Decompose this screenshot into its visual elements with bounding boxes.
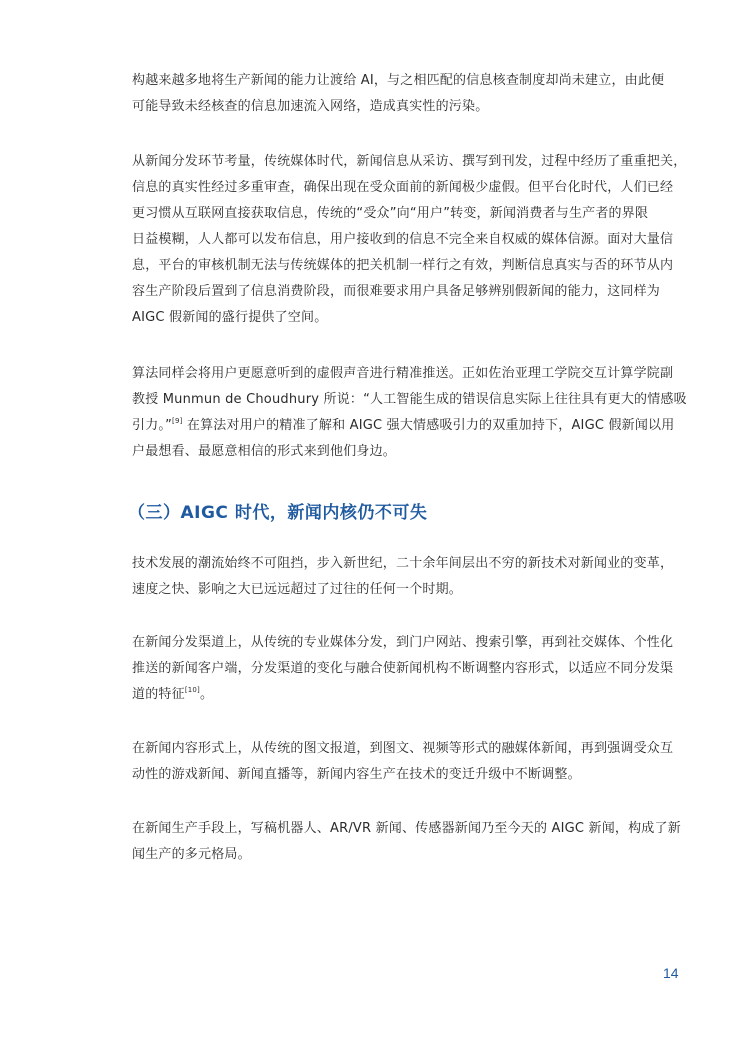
paragraph-line: 日益模糊，人人都可以发布信息，用户接收到的信息不完全来自权威的媒体信源。面对大量信 xyxy=(132,232,674,247)
paragraph-7 xyxy=(132,816,688,868)
paragraph-3 xyxy=(132,361,688,465)
paragraph-line: 在新闻分发渠道上，从传统的专业媒体分发，到门户网站、搜索引擎，再到社交媒体、个性化 xyxy=(132,635,674,650)
paragraph-line: 算法同样会将用户更愿意听到的虚假声音进行精准推送。正如佐治亚理工学院交互计算学院副 xyxy=(132,366,674,381)
paragraph-line: 在新闻生产手段上，写稿机器人、AR/VR 新闻、传感器新闻乃至今天的 AIGC 新闻，构成了新 xyxy=(132,821,681,836)
paragraph-4 xyxy=(132,551,688,603)
paragraph-6 xyxy=(132,736,688,788)
paragraph-line: 在新闻内容形式上，从传统的图文报道，到图文、视频等形式的融媒体新闻，再到强调受众互 xyxy=(132,741,674,756)
citation-reference: [9] xyxy=(172,417,183,425)
section-heading: （三）AIGC 时代，新闻内核仍不可失 xyxy=(128,503,428,523)
paragraph-line xyxy=(132,682,688,708)
paragraph-line: 更习惯从互联网直接获取信息，传统的“受众”向“用户”转变，新闻消费者与生产者的界限 xyxy=(132,206,649,221)
paragraph-5 xyxy=(132,630,688,708)
paragraph-line: 闻生产的多元格局。 xyxy=(132,847,251,862)
paragraph-line: 容生产阶段后置到了信息消费阶段，而很难要求用户具备足够辨别假新闻的能力，这同样为 xyxy=(132,284,661,299)
paragraph-text: 道的特征 xyxy=(132,687,185,702)
paragraph-line: AIGC 假新闻的盛行提供了空间。 xyxy=(132,310,328,325)
paragraph-text: 在算法对用户的精准了解和 AIGC 强大情感吸引力的双重加持下，AIGC 假新闻以用 xyxy=(182,418,675,433)
paragraph-line xyxy=(132,413,688,439)
paragraph-line: 技术发展的潮流始终不可阻挡，步入新世纪，二十余年间层出不穷的新技术对新闻业的变革， xyxy=(132,556,674,571)
paragraph-line: 户最想看、最愿意相信的形式来到他们身边。 xyxy=(132,444,397,459)
paragraph-line: 息，平台的审核机制无法与传统媒体的把关机制一样行之有效，判断信息真实与否的环节从内 xyxy=(132,258,674,273)
paragraph-line: 教授 Munmun de Choudhury 所说：“人工智能生成的错误信息实际上往往具有更大的情感吸 xyxy=(132,392,687,407)
paragraph-text: 。 xyxy=(199,687,214,702)
paragraph-line: 推送的新闻客户端，分发渠道的变化与融合使新闻机构不断调整内容形式，以适应不同分发渠 xyxy=(132,661,674,676)
citation-reference: [10] xyxy=(184,686,200,694)
paragraph-line: 可能导致未经核查的信息加速流入网络，造成真实性的污染。 xyxy=(132,99,489,114)
paragraph-line: 构越来越多地将生产新闻的能力让渡给 AI，与之相匹配的信息核查制度却尚未建立，由此便 xyxy=(132,73,665,88)
paragraph-2 xyxy=(132,149,688,331)
paragraph-line: 动性的游戏新闻、新闻直播等，新闻内容生产在技术的变迁升级中不断调整。 xyxy=(132,767,581,782)
page-number: 14 xyxy=(663,965,679,981)
paragraph-1 xyxy=(132,68,688,120)
paragraph-text: 引力。” xyxy=(132,418,173,433)
paragraph-line: 速度之快、影响之大已远远超过了过往的任何一个时期。 xyxy=(132,582,463,597)
paragraph-line: 信息的真实性经过多重审查，确保出现在受众面前的新闻极少虚假。但平台化时代，人们已经 xyxy=(132,180,674,195)
paragraph-line: 从新闻分发环节考量，传统媒体时代，新闻信息从采访、撰写到刊发，过程中经历了重重把关， xyxy=(132,154,687,169)
